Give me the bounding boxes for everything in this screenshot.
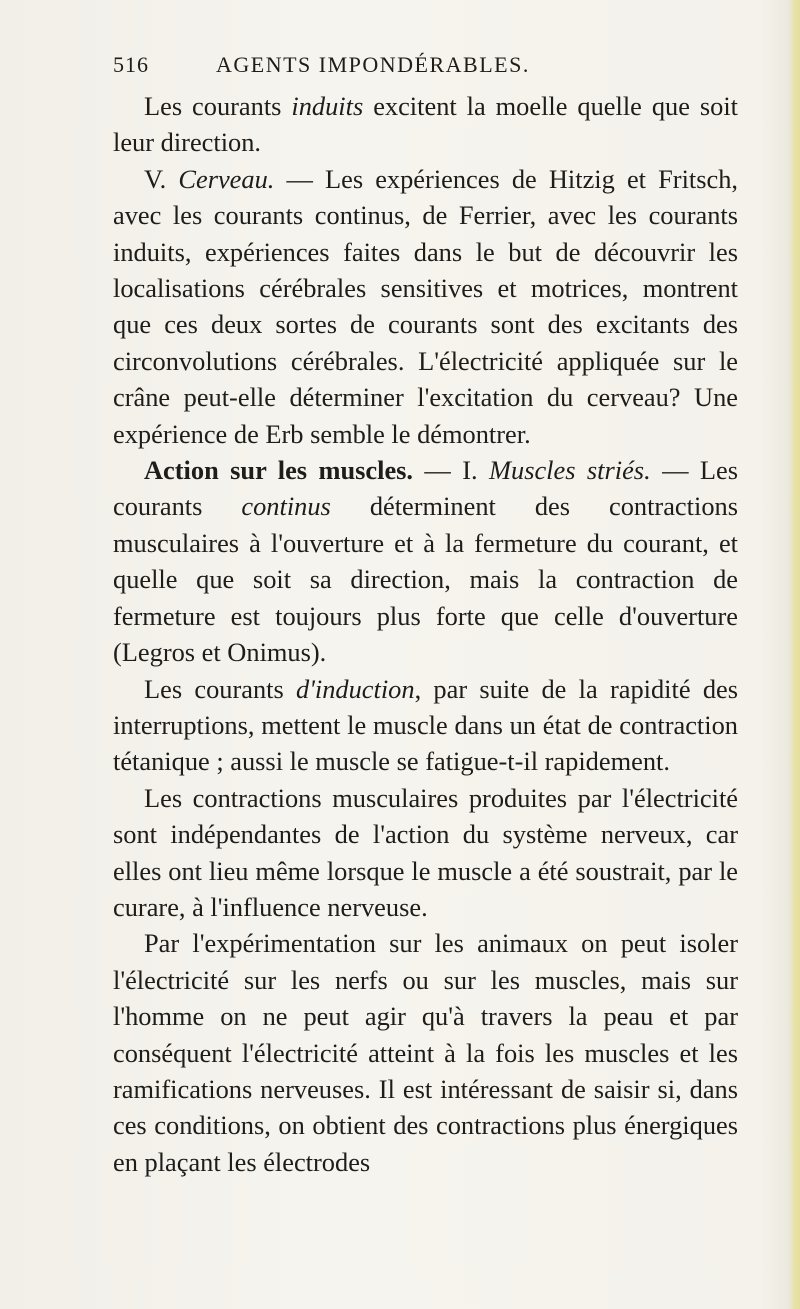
paragraph-6: Par l'expérimentation sur les animaux on peut isoler l'électricité sur les nerfs ou sur les muscles, mais sur l'homme on ne peut agir qu'à travers la peau et par conséquent l'électricité atteint à la fois les muscles et les ramifications nerveuses. Il est intéressant de saisir si, dans ces conditions, on obtient des contractions plus énergiques en plaçant les électrodes (113, 928, 738, 1177)
paragraph-5: Les contractions musculaires produites par l'électricité sont indépendantes de l'action du système nerveux, car elles ont lieu même lorsque le muscle a été soustrait, par le curare, à l'influence nerveuse. (113, 782, 738, 922)
text-span: — Les expériences de Hitzig et Fritsch, avec les courants continus, de Ferrier, avec les courants induits, expériences faites dans le but de découvrir les localisations cérébrales sensitives et motrices, montrent que ces deux sortes de courants sont des excitants des circonvolutions cérébrales. L'électricité appliquée sur le crâne peut-elle déterminer l'excitation du cerveau? Une expérience de Erb semble le démontrer. (113, 163, 739, 449)
body-text (113, 88, 738, 1180)
text-span: Les courants (144, 673, 297, 704)
italic-heading: Muscles striés. (489, 455, 651, 486)
page-edge-shadow (788, 0, 800, 1309)
text-span: , par suite de la rapidité des interruptions, mettent le muscle dans un état de contraction tétanique ; aussi le muscle se fatigue-t-il rapidement. (113, 673, 738, 777)
paragraph-3 (113, 452, 738, 670)
text-span: V. (144, 163, 179, 194)
text-span: — I. (413, 455, 490, 486)
italic-term: continus (241, 491, 331, 522)
italic-term: d'induction (296, 673, 415, 704)
text-span: excitent la moelle quelle que soit leur direction. (113, 91, 738, 158)
text-span: Les courants (144, 91, 292, 121)
page-number: 516 (113, 52, 149, 77)
paragraph-1 (113, 88, 738, 161)
text-span: — Les courants (113, 455, 738, 522)
page-header (113, 52, 733, 86)
italic-heading: Cerveau. (178, 163, 275, 194)
paragraph-2 (113, 161, 738, 452)
text-span: déterminent des contractions musculaires à l'ouverture et à la fermeture du courant, et quelle que soit sa direction, mais la contraction de fermeture est toujours plus forte que celle d'ouverture (Legros et Onimus). (113, 491, 738, 668)
italic-term: induits (291, 91, 364, 121)
running-head: AGENTS IMPONDÉRABLES. (216, 52, 530, 77)
section-heading: Action sur les muscles. (144, 455, 414, 486)
paragraph-4 (113, 671, 738, 780)
